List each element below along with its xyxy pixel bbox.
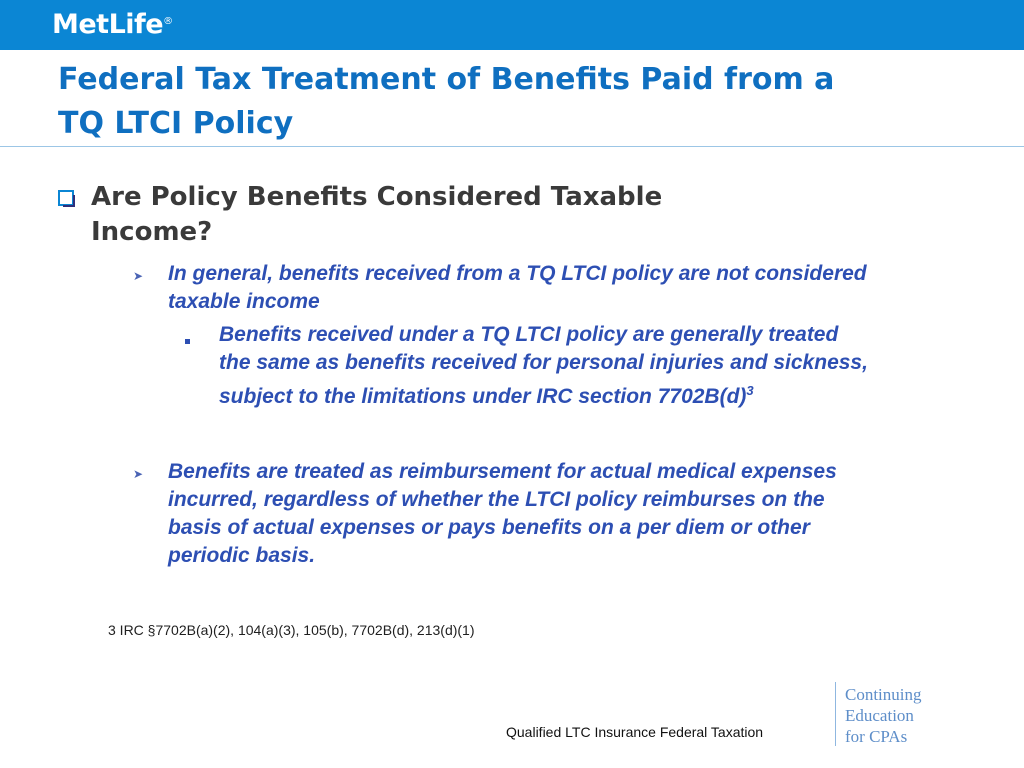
checkbox-square-icon bbox=[58, 190, 74, 206]
title-divider bbox=[0, 146, 1024, 147]
metlife-logo bbox=[52, 7, 173, 43]
main-question: Are Policy Benefits Considered Taxable Income? bbox=[91, 182, 663, 247]
cpa-line-1: Continuing bbox=[845, 685, 922, 704]
header-bar bbox=[0, 0, 1024, 50]
footnote: 3 IRC §7702B(a)(2), 104(a)(3), 105(b), 7702B(d), 213(d)(1) bbox=[108, 622, 475, 638]
point-general-rule: In general, benefits received from a TQ LTCI policy are not considered taxable income bbox=[168, 262, 867, 313]
arrow-right-icon: ➤ bbox=[133, 269, 144, 283]
cpa-line-2: Education bbox=[845, 706, 914, 725]
arrow-right-icon: ➤ bbox=[133, 467, 144, 481]
brand-name: MetLife bbox=[52, 9, 164, 40]
subpoint-personal-injury bbox=[219, 321, 869, 411]
square-bullet-icon bbox=[185, 339, 190, 344]
cpa-line-3: for CPAs bbox=[845, 727, 908, 746]
registered-mark: ® bbox=[163, 16, 173, 27]
subpoint-text: Benefits received under a TQ LTCI policy are generally treated the same as benefits received for personal injuries and sickness, subject to the limitations under IRC section 7702B(d) bbox=[219, 323, 868, 408]
course-title: Qualified LTC Insurance Federal Taxation bbox=[506, 724, 764, 740]
title-line-1: Federal Tax Treatment of Benefits Paid from a bbox=[58, 62, 835, 97]
cpa-divider bbox=[835, 682, 836, 746]
cpa-logo bbox=[845, 684, 922, 747]
title-line-2: TQ LTCI Policy bbox=[58, 106, 294, 141]
slide-title bbox=[58, 58, 998, 146]
point-reimbursement: Benefits are treated as reimbursement for actual medical expenses incurred, regardless of whether the LTCI policy reimburses on the basis of actual expenses or pays benefits on a per diem or other periodic basis. bbox=[168, 460, 837, 567]
footnote-ref: 3 bbox=[746, 383, 754, 398]
